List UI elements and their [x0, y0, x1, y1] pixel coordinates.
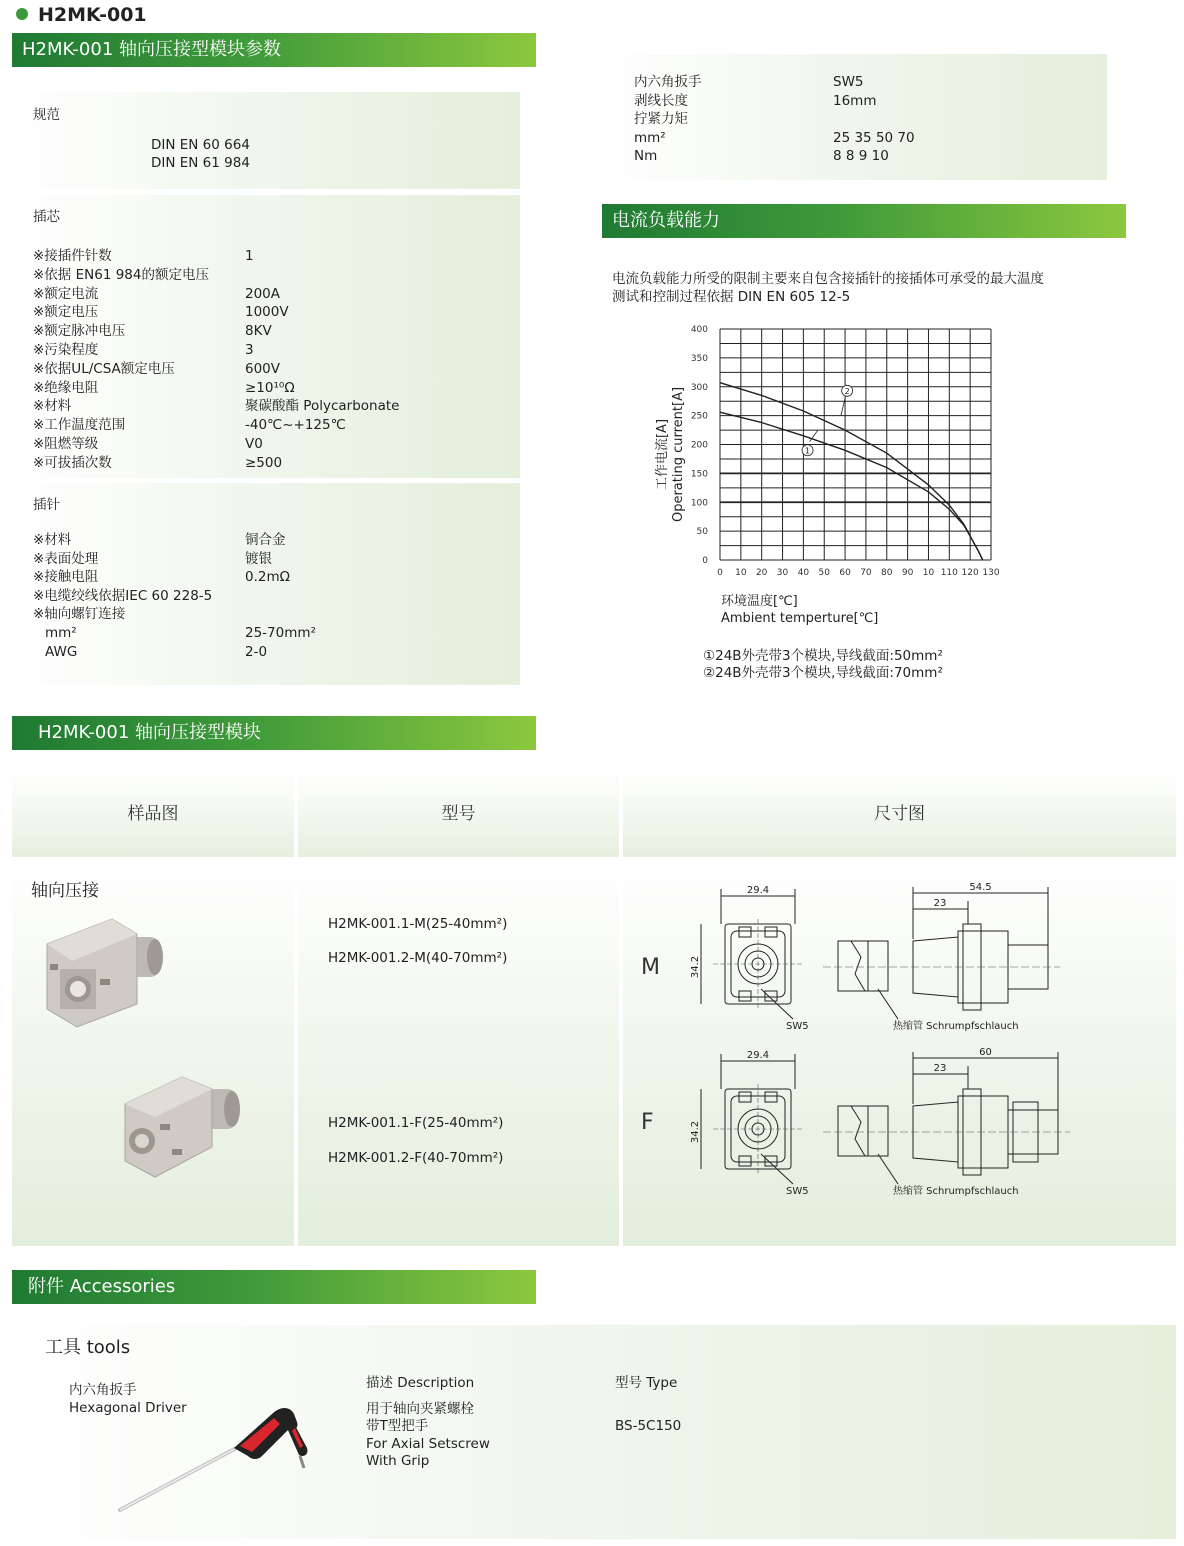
hex-driver-image — [112, 1400, 322, 1515]
dim-length-value: 54.5 — [969, 882, 992, 893]
param-value: 聚碳酸酯 Polycarbonate — [245, 398, 400, 415]
param-value: 1 — [245, 248, 254, 264]
y-tick-label: 250 — [690, 411, 708, 422]
page-title: H2MK-001 — [38, 4, 147, 26]
param-label: ※阻燃等级 — [33, 436, 99, 452]
param-value: 200A — [245, 285, 281, 302]
x-tick-label: 20 — [755, 568, 768, 578]
y-tick-label: 0 — [702, 556, 708, 566]
sleeve-leader — [878, 1154, 898, 1184]
x-tick-label: 90 — [901, 568, 914, 578]
y-tick-label: 50 — [696, 527, 708, 538]
col-header-model — [298, 771, 619, 857]
dim-length2-value: 23 — [933, 898, 947, 909]
dim-width-value: 29.4 — [746, 885, 770, 896]
title-bullet-icon — [16, 8, 28, 20]
dim-length2-value: 23 — [933, 1063, 947, 1074]
model-cell — [298, 861, 619, 1246]
param-value: 镀银 — [245, 550, 272, 567]
param-label: AWG — [45, 643, 78, 660]
param-value: 8KV — [245, 323, 272, 340]
accessories-panel — [12, 1325, 1176, 1539]
chart-legend-1: ①24B外壳带3个模块,导线截面:50mm² — [703, 648, 943, 664]
connector-m-image — [42, 909, 182, 1029]
y-axis-label-cn: 工作电流[A] — [655, 418, 670, 491]
front-notch — [765, 1092, 777, 1102]
param-label: mm² — [634, 129, 666, 146]
section-accessories-header: 附件 Accessories — [12, 1270, 536, 1304]
tools-heading: 工具 tools — [45, 1337, 131, 1358]
section-params-header: H2MK-001 轴向压接型模块参数 — [12, 33, 536, 67]
dimension-drawing-m — [683, 879, 1083, 1039]
dimension-drawing-f — [683, 1044, 1083, 1204]
col-sample-label: 样品图 — [127, 804, 179, 824]
spec-value-2: DIN EN 61 984 — [151, 155, 250, 171]
sleeve-outline — [838, 1106, 888, 1156]
param-value: V0 — [245, 436, 263, 452]
param-value: SW5 — [833, 74, 864, 90]
insert-panel — [12, 195, 520, 478]
param-label: ※材料 — [33, 398, 72, 415]
dim-length-value: 60 — [979, 1047, 992, 1058]
param-value: 25-70mm² — [245, 625, 316, 641]
desc-heading: 描述 Description — [366, 1375, 475, 1391]
x-tick-label: 50 — [818, 568, 830, 578]
x-tick-label: 10 — [735, 568, 747, 578]
param-label: ※轴向螺钉连接 — [33, 606, 126, 623]
type-value: BS-5C150 — [615, 1418, 682, 1434]
front-notch — [765, 991, 777, 1001]
x-axis-label-en: Ambient temperture[℃] — [721, 611, 879, 626]
param-label: 内六角扳手 — [634, 74, 702, 90]
col-model-label: 型号 — [441, 804, 476, 824]
param-label: ※额定电压 — [33, 304, 99, 321]
pin-panel — [12, 483, 520, 685]
section-module-header: H2MK-001 轴向压接型模块 — [12, 716, 536, 750]
param-label: ※依据 EN61 984的额定电压 — [33, 266, 209, 283]
tool-name-cn: 内六角扳手 — [69, 1382, 137, 1398]
sleeve-label: 热缩管 Schrumpfschlauch — [893, 1021, 1019, 1032]
x-tick-label: 0 — [717, 568, 723, 578]
sw-label: SW5 — [786, 1021, 809, 1032]
current-chart — [640, 318, 1020, 634]
current-desc-line1: 电流负载能力所受的限制主要来自包含接插针的接插体可承受的最大温度 — [612, 271, 1044, 287]
model-m-2: H2MK-001.2-M(40-70mm²) — [328, 950, 508, 966]
x-tick-label: 130 — [982, 568, 1000, 578]
param-label: ※绝缘电阻 — [33, 379, 99, 396]
param-value: 25 35 50 70 — [833, 129, 915, 146]
param-value: 1000V — [245, 304, 289, 321]
x-tick-label: 70 — [860, 568, 872, 578]
param-label: 拧紧力矩 — [634, 111, 688, 127]
spec-heading: 规范 — [33, 107, 60, 123]
connector-f-image — [120, 1069, 260, 1189]
section-current-header: 电流负载能力 — [602, 204, 1126, 238]
tools-torque-panel — [600, 54, 1107, 180]
model-f-1: H2MK-001.1-F(25-40mm²) — [328, 1115, 504, 1131]
series-label: 1 — [805, 446, 811, 456]
param-value: -40℃~+125℃ — [245, 417, 346, 434]
sw-label: SW5 — [786, 1186, 809, 1197]
y-tick-label: 200 — [690, 440, 708, 451]
param-label: mm² — [45, 625, 77, 641]
front-notch — [765, 1156, 777, 1166]
x-tick-label: 10 — [922, 568, 935, 578]
param-label: ※工作温度范围 — [33, 417, 126, 434]
series-label: 2 — [844, 386, 850, 396]
row-label: 轴向压接 — [31, 881, 99, 901]
param-value: ≥10¹⁰Ω — [245, 379, 295, 396]
col-header-sample — [12, 771, 294, 857]
sleeve-leader — [878, 989, 898, 1019]
param-label: ※接触电阻 — [33, 569, 99, 586]
param-label: ※污染程度 — [33, 342, 99, 358]
param-label: ※表面处理 — [33, 550, 99, 567]
param-value: 8 8 9 10 — [833, 148, 889, 164]
x-tick-label: 110 — [940, 568, 958, 578]
x-tick-label: 120 — [961, 568, 979, 578]
current-desc-line2: 测试和控制过程依据 DIN EN 605 12-5 — [612, 289, 851, 305]
desc-line-4: With Grip — [366, 1453, 430, 1469]
param-label: ※接插件针数 — [33, 248, 112, 264]
y-tick-label: 350 — [690, 353, 708, 364]
y-tick-label: 400 — [690, 325, 708, 335]
sleeve-break — [851, 1106, 865, 1156]
y-tick-label: 300 — [690, 382, 708, 393]
param-label: ※可拔插次数 — [33, 454, 112, 471]
series-line — [720, 412, 983, 560]
desc-line-3: For Axial Setscrew — [366, 1436, 490, 1452]
front-notch — [739, 927, 751, 937]
tool-name-en: Hexagonal Driver — [69, 1400, 187, 1416]
x-axis-label-cn: 环境温度[℃] — [721, 594, 798, 609]
param-label: ※电缆绞线依据IEC 60 228-5 — [33, 587, 213, 604]
series-line — [720, 383, 983, 560]
model-m-1: H2MK-001.1-M(25-40mm²) — [328, 916, 508, 932]
dim-height-value: 34.2 — [690, 1120, 701, 1144]
sample-cell — [12, 861, 294, 1246]
front-notch — [739, 1156, 751, 1166]
y-axis-label-en: Operating current[A] — [671, 386, 686, 523]
sleeve-break — [851, 941, 865, 991]
spec-value-1: DIN EN 60 664 — [151, 137, 250, 153]
sleeve-outline — [838, 941, 888, 991]
y-tick-label: 150 — [690, 469, 708, 480]
param-label: ※额定电流 — [33, 285, 99, 302]
front-notch — [739, 1092, 751, 1102]
y-tick-label: 100 — [690, 498, 708, 509]
x-tick-label: 80 — [881, 568, 893, 578]
x-tick-label: 60 — [839, 568, 851, 578]
param-value: 铜合金 — [245, 532, 286, 548]
param-label: ※材料 — [33, 532, 72, 548]
param-label: 剥线长度 — [634, 92, 688, 109]
dim-m-letter: M — [641, 955, 660, 980]
param-value: 16mm — [833, 92, 877, 109]
param-value: 0.2mΩ — [245, 569, 290, 586]
dimension-cell — [623, 861, 1176, 1246]
x-tick-label: 40 — [797, 568, 810, 578]
col-header-dim — [623, 771, 1176, 857]
insert-heading: 插芯 — [33, 209, 60, 225]
sleeve-label: 热缩管 Schrumpfschlauch — [893, 1186, 1019, 1197]
x-tick-label: 30 — [776, 568, 789, 578]
dim-height-value: 34.2 — [690, 955, 701, 979]
dim-f-letter: F — [641, 1110, 654, 1135]
type-heading: 型号 Type — [615, 1375, 678, 1391]
param-value: 2-0 — [245, 643, 268, 660]
chart-legend-2: ②24B外壳带3个模块,导线截面:70mm² — [703, 665, 943, 681]
desc-line-2: 带T型把手 — [366, 1418, 429, 1434]
param-label: ※依据UL/CSA额定电压 — [33, 360, 175, 377]
param-value: 3 — [245, 342, 254, 358]
model-f-2: H2MK-001.2-F(40-70mm²) — [328, 1150, 504, 1166]
desc-line-1: 用于轴向夹紧螺栓 — [366, 1401, 474, 1417]
param-label: Nm — [634, 148, 658, 164]
dim-width-value: 29.4 — [746, 1050, 770, 1061]
col-dim-label: 尺寸图 — [874, 804, 925, 824]
param-value: ≥500 — [245, 454, 283, 471]
front-notch — [739, 991, 751, 1001]
param-label: ※额定脉冲电压 — [33, 323, 126, 340]
spec-panel — [12, 92, 520, 189]
param-value: 600V — [245, 360, 281, 377]
front-notch — [765, 927, 777, 937]
pin-heading: 插针 — [33, 497, 60, 513]
